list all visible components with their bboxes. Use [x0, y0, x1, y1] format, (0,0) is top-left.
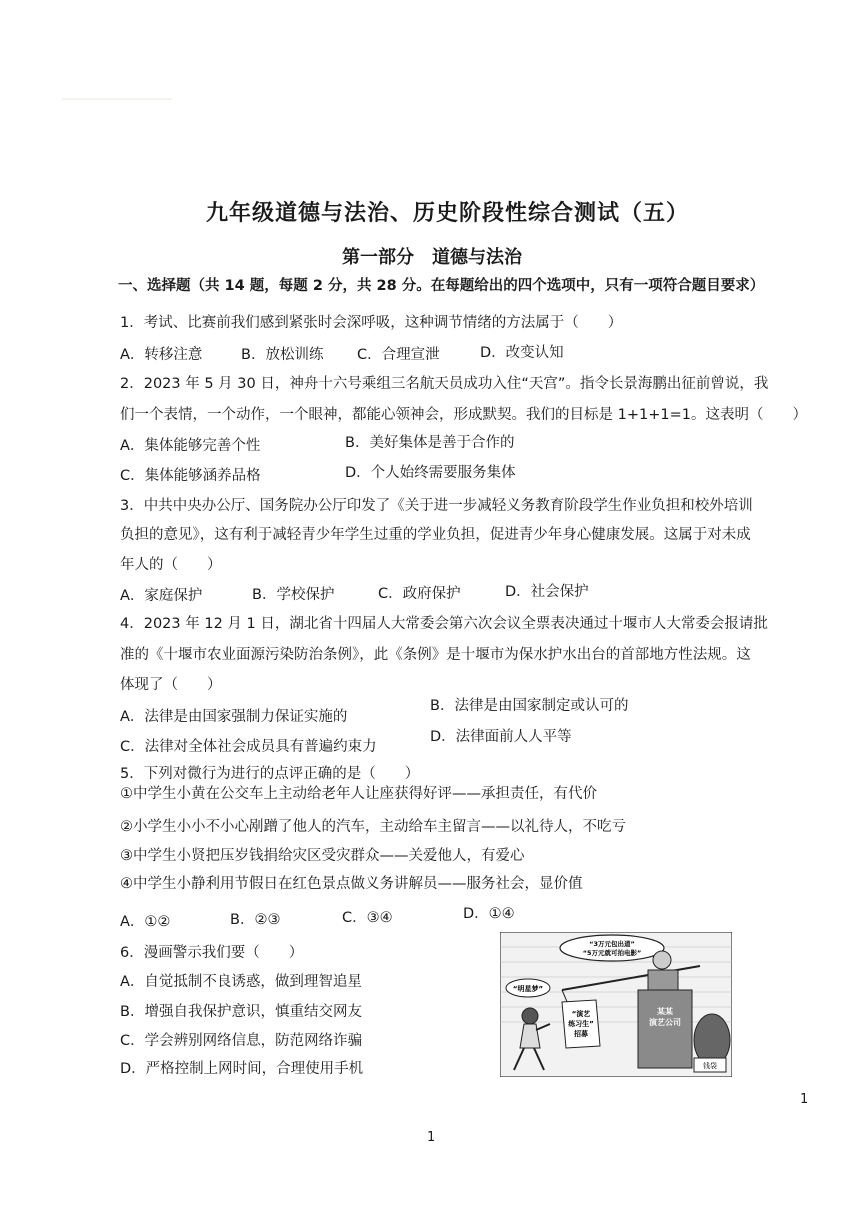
bag-label: 钱袋 [703, 1062, 717, 1070]
bubble-text-2: “5万元就可拍电影” [582, 949, 642, 957]
q1-option-b: B．放松训练 [241, 347, 324, 363]
question-4-line-2: 准的《十堰市农业面源污染防治条例》，此《条例》是十堰市为保水护水出台的首部地方性法规。这 [120, 647, 751, 663]
q6-option-c: C．学会辨别网络信息，防范网络诈骗 [120, 1033, 363, 1049]
question-2-line-1: 2．2023 年 5 月 30 日，神舟十六号乘组三名航天员成功入住“天宫”。指令长景海鹏出征前曾说，我 [120, 376, 769, 392]
q1-option-c: C．合理宣泄 [357, 347, 440, 363]
question-3-line-3: 年人的（ ） [120, 557, 222, 573]
q2-option-c: C．集体能够涵养品格 [120, 468, 261, 484]
q5-option-a: A．①② [120, 914, 171, 930]
paper-text-3: 招募 [574, 1030, 588, 1038]
q4-option-b: B．法律是由国家制定或认可的 [430, 698, 629, 714]
q6-option-b: B．增强自我保护意识，慎重结交网友 [120, 1004, 362, 1020]
q5-option-b: B．②③ [230, 912, 281, 928]
comic-drawing [500, 932, 732, 1077]
q6-option-d: D．严格控制上网时间，合理使用手机 [120, 1061, 364, 1077]
q6-option-a: A．自觉抵制不良诱惑，做到理智追星 [120, 974, 362, 990]
q5-option-d: D．①④ [463, 906, 515, 922]
q3-option-b: B．学校保护 [252, 587, 335, 603]
question-6-line: 6．漫画警示我们要（ ） [120, 945, 304, 961]
part-title: 第一部分 道德与法治 [342, 247, 522, 268]
question-3-line-2: 负担的意见》，这有利于减轻青少年学生过重的学业负担，促进青少年身心健康发展。这属于对未成 [120, 527, 751, 543]
question-5-line-2: ①中学生小黄在公交车上主动给老年人让座获得好评——承担责任，有代价 [120, 786, 597, 802]
question-5-line-1: 5．下列对微行为进行的点评正确的是（ ） [120, 766, 420, 782]
question-2-line-2: 们一个表情，一个动作，一个眼神，都能心领神会，形成默契。我们的目标是 1+1+1=1。这表明（ ） [120, 407, 807, 423]
question-5-line-3: ②小学生小小不小心剐蹭了他人的汽车，主动给车主留言——以礼待人，不吃亏 [120, 819, 626, 835]
comic-illustration [500, 932, 732, 1077]
q3-option-d: D．社会保护 [505, 584, 589, 600]
question-3-line-1: 3．中共中央办公厅、国务院办公厅印发了《关于进一步减轻义务教育阶段学生作业负担和校外培训 [120, 498, 753, 514]
q2-option-b: B．美好集体是善于合作的 [345, 435, 515, 451]
side-page-number: 1 [800, 1092, 809, 1107]
q3-option-a: A．家庭保护 [120, 588, 203, 604]
building-text-2: 演艺公司 [649, 1018, 681, 1027]
page-number: 1 [427, 1130, 436, 1145]
q2-option-d: D．个人始终需要服务集体 [345, 465, 516, 481]
q3-option-c: C．政府保护 [378, 586, 461, 602]
building-text-1: 某某 [657, 1007, 673, 1016]
q5-option-c: C．③④ [342, 910, 393, 926]
q4-option-c: C．法律对全体社会成员具有普遍约束力 [120, 739, 377, 755]
q1-option-d: D．改变认知 [480, 345, 564, 361]
question-4-line-1: 4．2023 年 12 月 1 日，湖北省十四届人大常委会第六次会议全票表决通过十堰市人大常委会报请批 [120, 616, 768, 632]
q1-option-a: A．转移注意 [120, 347, 203, 363]
question-4-line-3: 体现了（ ） [120, 677, 222, 693]
question-1-line: 1．考试、比赛前我们感到紧张时会深呼吸，这种调节情绪的方法属于（ ） [120, 315, 623, 331]
paper-text-1: “演艺 [571, 1010, 591, 1018]
scan-mark [62, 98, 172, 100]
section-heading: 一、选择题（共 14 题，每题 2 分，共 28 分。在每题给出的四个选项中，只有一项符合题目要求） [118, 278, 765, 294]
paper-text-2: 练习生” [568, 1020, 594, 1028]
q2-option-a: A．集体能够完善个性 [120, 438, 261, 454]
bubble-dream: “明星梦” [512, 985, 544, 993]
bubble-text-1: “3万元包出道” [589, 940, 635, 948]
question-5-line-5: ④中学生小静利用节假日在红色景点做义务讲解员——服务社会，显价值 [120, 876, 583, 892]
q4-option-d: D．法律面前人人平等 [430, 729, 572, 745]
page-title: 九年级道德与法治、历史阶段性综合测试（五） [206, 200, 690, 226]
question-5-line-4: ③中学生小贤把压岁钱捐给灾区受灾群众——关爱他人，有爱心 [120, 848, 525, 864]
q4-option-a: A．法律是由国家强制力保证实施的 [120, 709, 348, 725]
